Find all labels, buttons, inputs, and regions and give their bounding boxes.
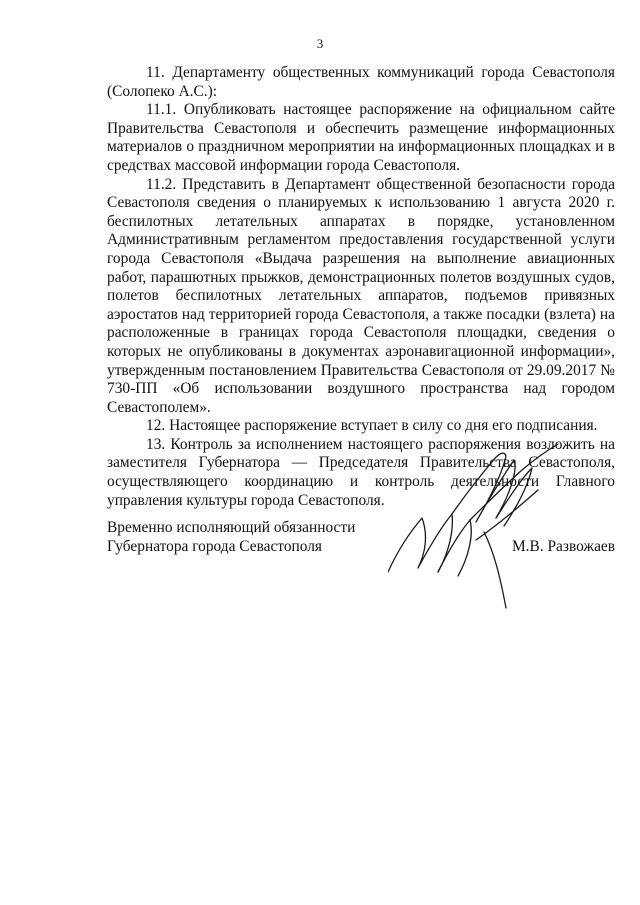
paragraph-11: 11. Департаменту общественных коммуникаций города Севастополя (Солопеко А.С.): (107, 64, 615, 100)
paragraph-12: 12. Настоящее распоряжение вступает в силу со дня его подписания. (146, 417, 598, 435)
paragraph-13: 13. Контроль за исполнением настоящего распоряжения возложить на заместителя Губернатора — Председателя Правительства Севастополя, осуществляющего координацию и контроль деятельности Главного управления культуры города Севастополя. (107, 435, 615, 509)
handwritten-signature (388, 440, 563, 610)
paragraph-11-2: 11.2. Представить в Департамент общественной безопасности города Севастополя сведения о планируемых к использованию 1 августа 2020 г. беспилотных летательных аппаратах в порядке, установленном Административным регламентом предоставления государственной услуги города Севастополя «Выдача разрешения на выполнение авиационных работ, парашютных прыжков, демонстрационных полетов воздушных судов, полетов беспилотных летательных аппаратов, подъемов привязных аэростатов над территорией города Севастополя, а также посадки (взлета) на расположенные в границах города Севастополя площадки, сведения о которых не опубликованы в документах аэронавигационной информации», утвержденным постановлением Правительства Севастополя от 29.09.2017 № 730-ПП «Об использовании воздушного пространства над городом Севастополем». (107, 175, 615, 416)
paragraph-11-1: 11.1. Опубликовать настоящее распоряжение на официальном сайте Правительства Севастополя и обеспечить размещение информационных материалов о праздничном мероприятии на информационных площадках и в средствах массовой информации города Севастополя. (107, 101, 615, 174)
page-number: 3 (316, 36, 324, 51)
signatory-title-line-1: Временно исполняющий обязанности (107, 519, 356, 536)
signatory-name: М.В. Развожаев (512, 538, 615, 555)
signatory-title-line-2: Губернатора города Севастополя (107, 538, 323, 555)
